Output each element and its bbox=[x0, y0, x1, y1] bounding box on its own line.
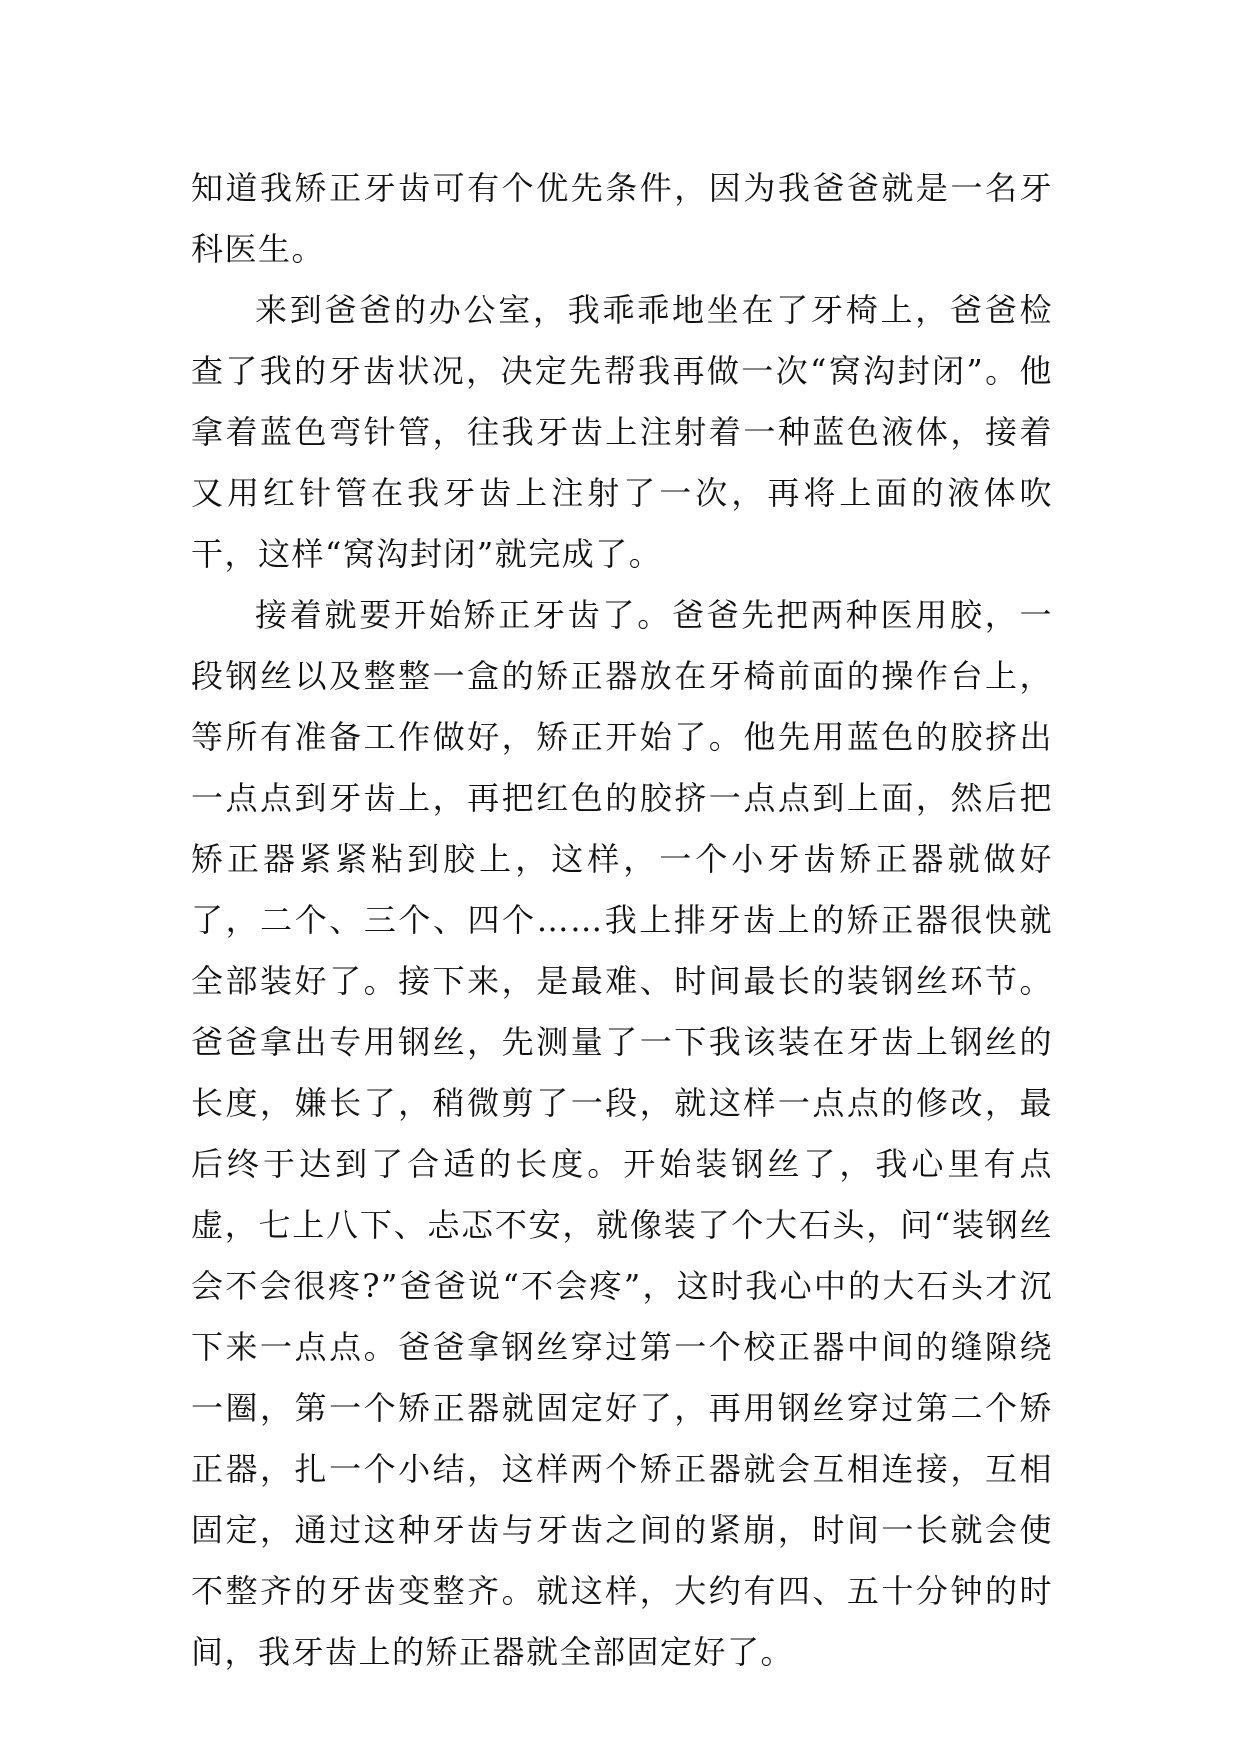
paragraph-braces: 接着就要开始矫正牙齿了。爸爸先把两种医用胶，一段钢丝以及整整一盒的矫正器放在牙椅前面的操作台上，等所有准备工作做好，矫正开始了。他先用蓝色的胶挤出一点点到牙齿上，再把红色的胶挤一点点到上面，然后把矫正器紧紧粘到胶上，这样，一个小牙齿矫正器就做好了，二个、三个、四个……我上排牙齿上的矫正器很快就全部装好了。接下来，是最难、时间最长的装钢丝环节。爸爸拿出专用钢丝，先测量了一下我该装在牙齿上钢丝的长度，嫌长了，稍微剪了一段，就这样一点点的修改，最后终于达到了合适的长度。开始装钢丝了，我心里有点虚，七上八下、忐忑不安，就像装了个大石头，问“装钢丝会不会很疼?”爸爸说“不会疼”，这时我心中的大石头才沉下来一点点。爸爸拿钢丝穿过第一个校正器中间的缝隙绕一圈，第一个矫正器就固定好了，再用钢丝穿过第二个矫正器，扎一个小结，这样两个矫正器就会互相连接，互相固定，通过这种牙齿与牙齿之间的紧崩，时间一长就会使不整齐的牙齿变整齐。就这样，大约有四、五十分钟的时间，我牙齿上的矫正器就全部固定好了。 bbox=[191, 596, 1053, 1671]
paragraph-continuation: 知道我矫正牙齿可有个优先条件，因为我爸爸就是一名牙科医生。 bbox=[191, 169, 1053, 268]
paragraph-office: 来到爸爸的办公室，我乖乖地坐在了牙椅上，爸爸检查了我的牙齿状况，决定先帮我再做一次“窝沟封闭”。他拿着蓝色弯针管，往我牙齿上注射着一种蓝色液体，接着又用红针管在我牙齿上注射了一次，再将上面的液体吹干，这样“窝沟封闭”就完成了。 bbox=[191, 291, 1053, 573]
document-body bbox=[191, 158, 1053, 1683]
